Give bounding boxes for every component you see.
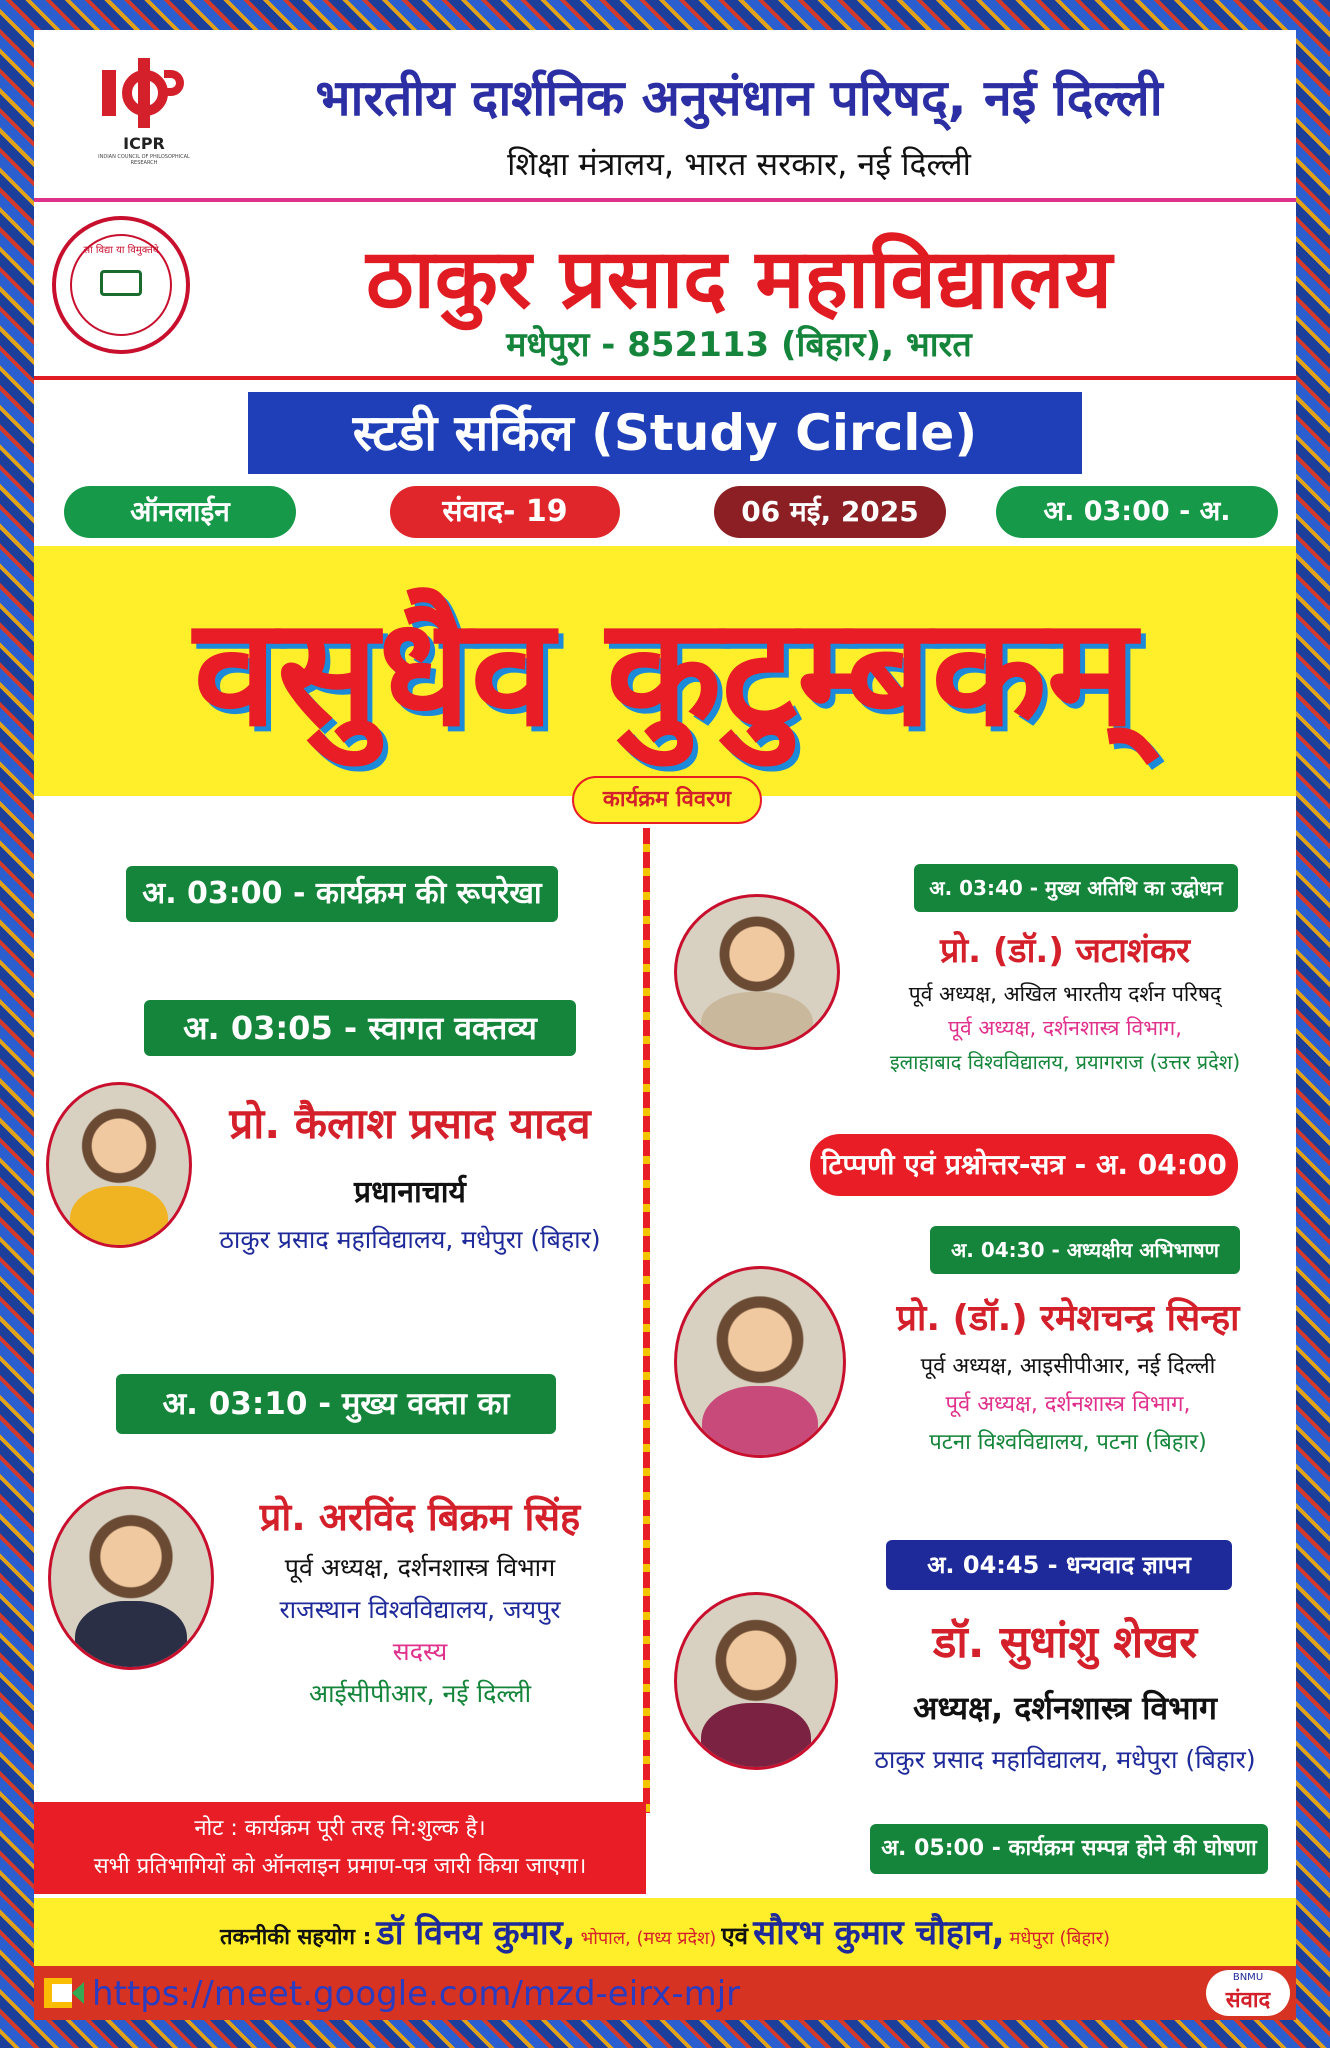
poster: [34, 30, 1296, 2020]
time-pill: अ. 03:00 - अ.: [996, 486, 1278, 538]
speaker-affiliation-kailash: ठाकुर प्रसाद महाविद्यालय, मधेपुरा (बिहार): [219, 1225, 601, 1254]
schedule-item-0300: अ. 03:00 - कार्यक्रम की रूपरेखा: [126, 866, 558, 922]
speaker-role-jatashankar: पूर्व अध्यक्ष, अखिल भारतीय दर्शन परिषद्: [908, 982, 1222, 1006]
speaker-role-rameshchandra: पूर्व अध्यक्ष, आइसीपीआर, नई दिल्ली: [920, 1354, 1216, 1379]
icpr-logo: [94, 58, 194, 168]
speaker-membership-label: सदस्य: [392, 1637, 448, 1666]
meeting-link[interactable]: https://meet.google.com/mzd-eirx-mjr: [92, 1974, 741, 2014]
speaker-name-rameshchandra: प्रो. (डॉ.) रमेशचन्द्र सिन्हा: [896, 1298, 1240, 1339]
icpr-logo-text: ICPR: [123, 134, 165, 153]
link-band: [34, 1966, 1296, 2020]
study-circle-banner: स्टडी सर्किल (Study Circle): [248, 392, 1082, 474]
speaker-dept-rameshchandra: पूर्व अध्यक्ष, दर्शनशास्त्र विभाग,: [945, 1392, 1191, 1417]
divider: [34, 198, 1296, 202]
tech-person-2: सौरभ कुमार चौहान,: [753, 1913, 1005, 1953]
speaker-photo-sudhanshu: [674, 1592, 838, 1770]
seal-text: सा विद्या या विमुक्तये: [83, 245, 159, 256]
schedule-item-0430: अ. 04:30 - अध्यक्षीय अभिभाषण: [930, 1226, 1240, 1274]
schedule-item-0305: अ. 03:05 - स्वागत वक्तव्य: [144, 1000, 576, 1056]
college-name: ठाकुर प्रसाद महाविद्यालय: [365, 232, 1113, 327]
date-pill: 06 मई, 2025: [714, 486, 946, 538]
speaker-role-sudhanshu: अध्यक्ष, दर्शनशास्त्र विभाग: [913, 1689, 1217, 1727]
speaker-affiliation-jatashankar: इलाहाबाद विश्वविद्यालय, प्रयागराज (उत्तर प्रदेश): [889, 1050, 1241, 1074]
speaker-name-jatashankar: प्रो. (डॉ.) जटाशंकर: [939, 931, 1191, 971]
badge-top-text: BNMU: [1232, 1972, 1264, 1983]
tech-place-2: मधेपुरा (बिहार): [1009, 1928, 1111, 1949]
program-label: कार्यक्रम विवरण: [572, 776, 762, 824]
note-line-2: सभी प्रतिभागियों को ऑनलाइन प्रमाण-पत्र जारी किया जाएगा।: [93, 1854, 587, 1879]
speaker-photo-jatashankar: [674, 894, 840, 1050]
tech-support-label: तकनीकी सहयोग :: [219, 1925, 372, 1950]
speaker-affiliation-rameshchandra: पटना विश्वविद्यालय, पटना (बिहार): [929, 1430, 1207, 1455]
note-line-1: नोट : कार्यक्रम पूरी तरह नि:शुल्क है।: [194, 1816, 486, 1841]
tech-conjunction: एवं: [721, 1922, 748, 1950]
college-address: मधेपुरा - 852113 (बिहार), भारत: [506, 325, 972, 365]
speaker-role-kailash: प्रधानाचार्य: [354, 1175, 466, 1210]
session-pill: संवाद- 19: [390, 486, 620, 538]
speaker-membership-org: आईसीपीआर, नई दिल्ली: [308, 1679, 532, 1708]
icpr-logo-mark: [102, 58, 184, 128]
speaker-dept-jatashankar: पूर्व अध्यक्ष, दर्शनशास्त्र विभाग,: [948, 1016, 1182, 1040]
tech-place-1: भोपाल, (मध्य प्रदेश): [580, 1928, 717, 1949]
college-seal: [52, 216, 190, 354]
org-subtitle: शिक्षा मंत्रालय, भारत सरकार, नई दिल्ली: [507, 145, 971, 183]
speaker-affiliation-sudhanshu: ठाकुर प्रसाद महाविद्यालय, मधेपुरा (बिहार): [874, 1745, 1256, 1774]
speaker-name-kailash: प्रो. कैलाश प्रसाद यादव: [229, 1099, 591, 1148]
schedule-item-0340: अ. 03:40 - मुख्य अतिथि का उद्बोधन: [914, 864, 1238, 912]
speaker-name-sudhanshu: डॉ. सुधांशु शेखर: [932, 1617, 1198, 1668]
tech-support-line: [34, 1908, 1296, 1954]
speaker-photo-kailash: [46, 1082, 192, 1248]
note-box: [34, 1802, 646, 1894]
speaker-photo-rameshchandra: [674, 1266, 846, 1458]
theme-title: वसुधैव कुटुम्बकम्: [193, 586, 1137, 760]
speaker-role-arvind: पूर्व अध्यक्ष, दर्शनशास्त्र विभाग: [284, 1553, 556, 1582]
org-title: भारतीय दार्शनिक अनुसंधान परिषद्, नई दिल्ली: [315, 69, 1163, 127]
schedule-item-0310: अ. 03:10 - मुख्य वक्ता का संबोधन: [116, 1374, 556, 1434]
speaker-affiliation-arvind: राजस्थान विश्वविद्यालय, जयपुर: [279, 1595, 561, 1624]
tech-person-1: डॉ विनय कुमार,: [376, 1913, 576, 1953]
badge-main-text: संवाद: [1225, 1988, 1271, 2013]
divider: [34, 376, 1296, 380]
speaker-photo-arvind: [48, 1486, 214, 1670]
mode-pill: ऑनलाईन: [64, 486, 296, 538]
bnmu-samvad-badge: [1206, 1970, 1290, 2016]
schedule-item-0500: अ. 05:00 - कार्यक्रम सम्पन्न होने की घोषणा: [870, 1824, 1268, 1874]
center-divider: [643, 828, 650, 1813]
icpr-logo-subtext: INDIAN COUNCIL OF PHILOSOPHICAL RESEARCH: [98, 154, 190, 166]
speaker-name-arvind: प्रो. अरविंद बिक्रम सिंह: [259, 1495, 581, 1539]
qa-session-banner: टिप्पणी एवं प्रश्नोत्तर-सत्र - अ. 04:00: [810, 1134, 1238, 1196]
tech-support-band: [34, 1898, 1296, 1966]
schedule-item-0445: अ. 04:45 - धन्यवाद ज्ञापन: [886, 1540, 1232, 1590]
google-meet-icon: [44, 1978, 84, 2008]
book-icon: [100, 270, 142, 296]
